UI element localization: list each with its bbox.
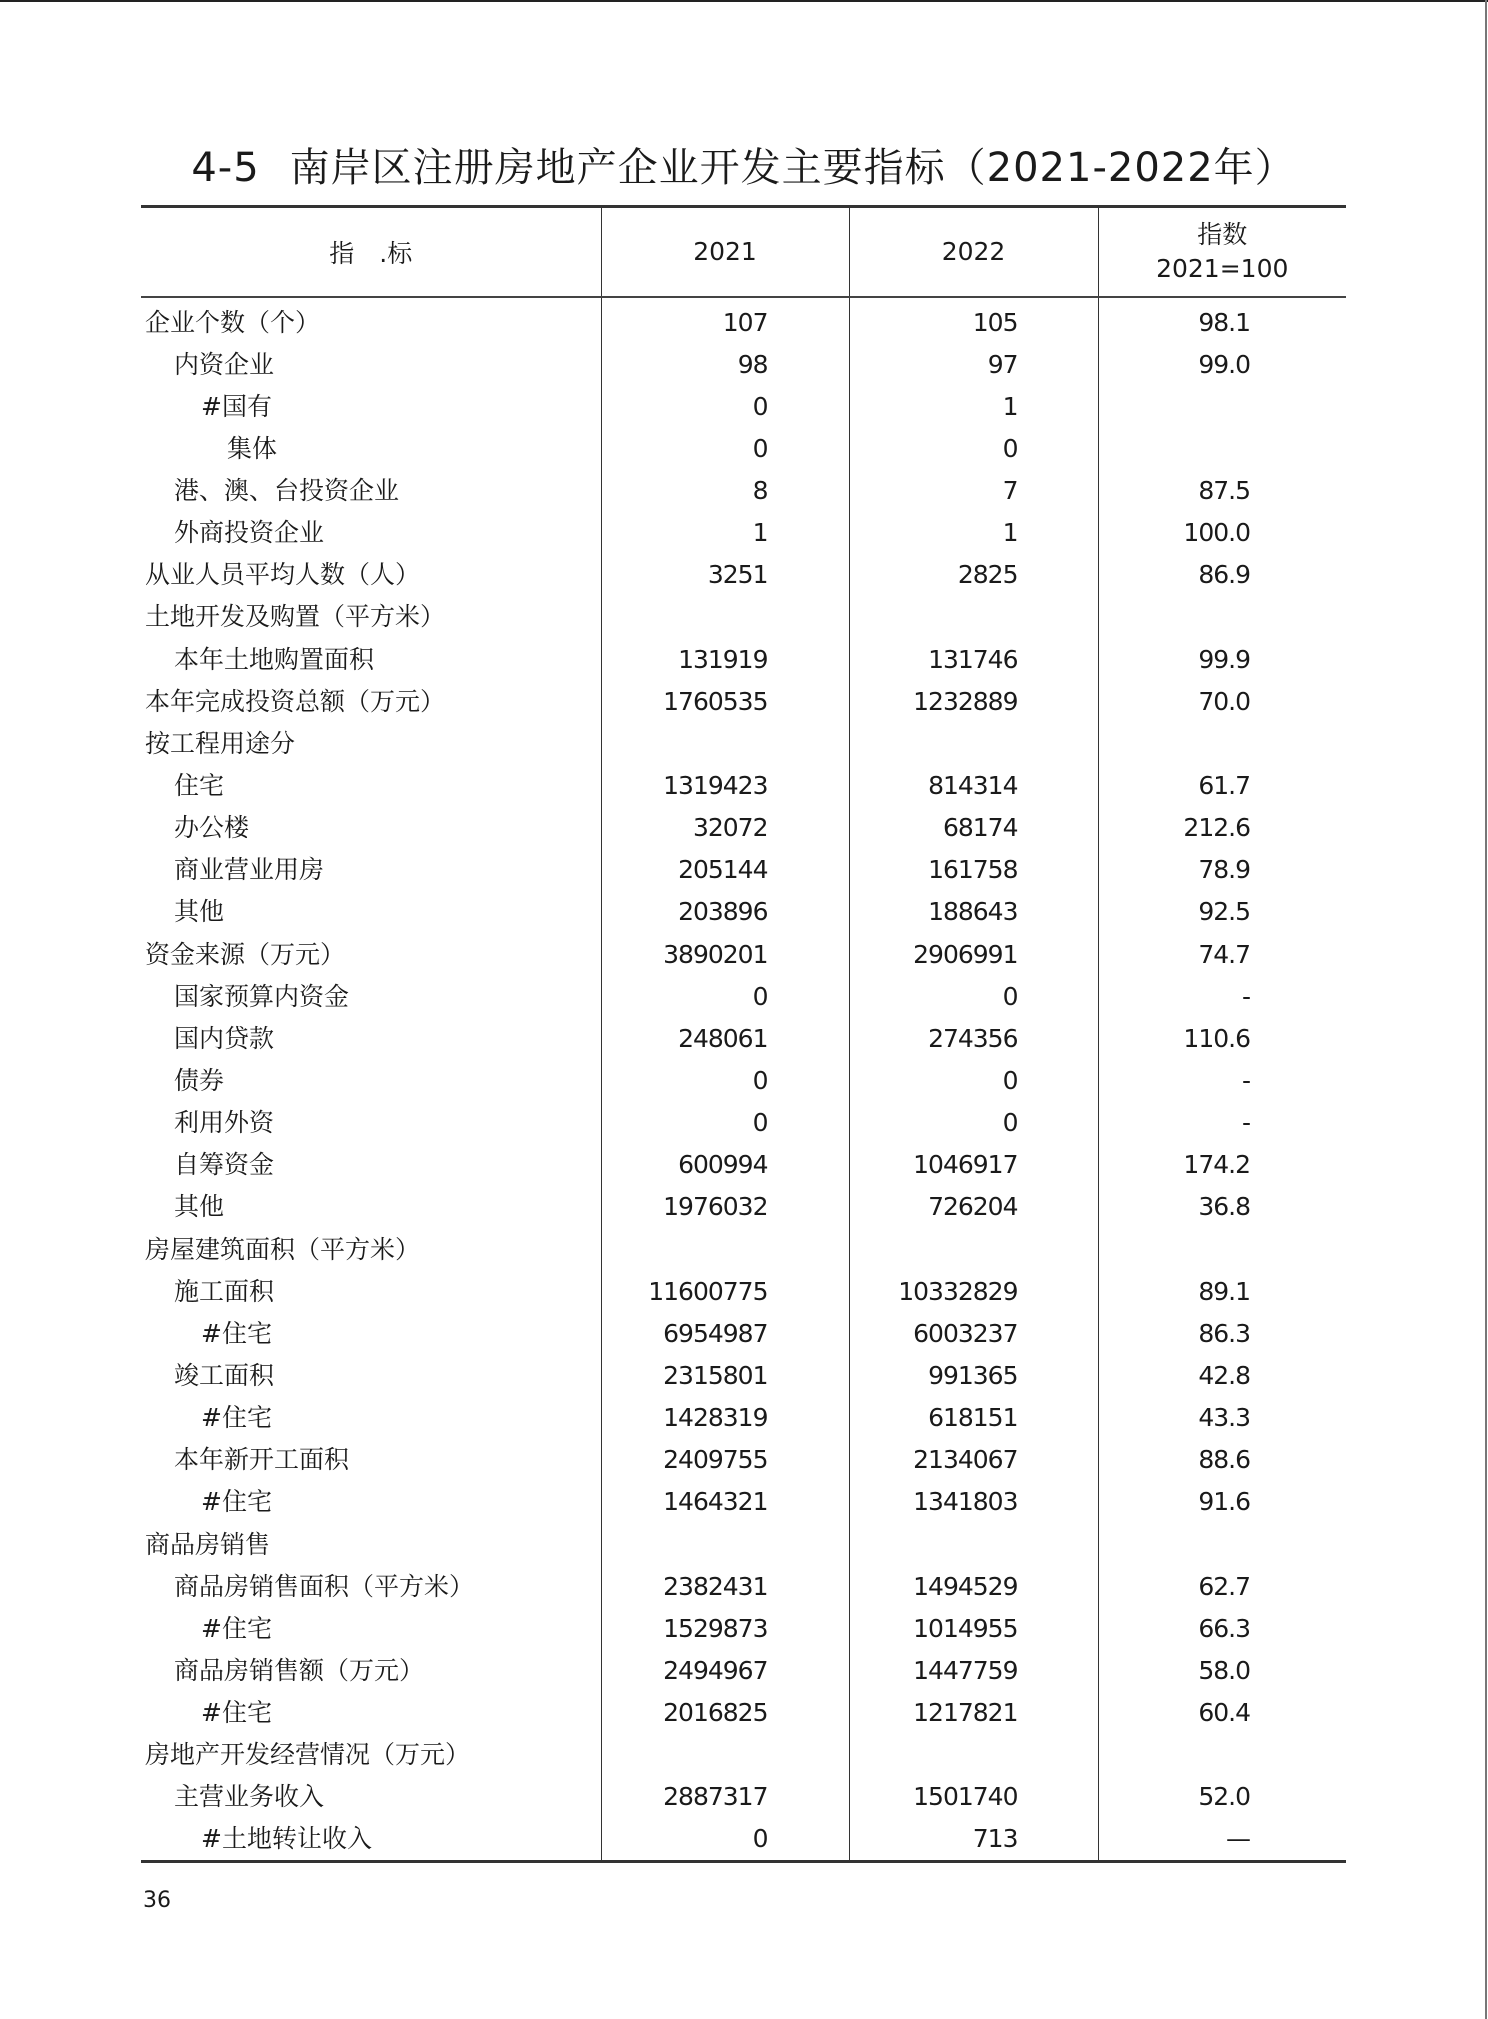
cell-2022 bbox=[849, 1523, 1098, 1565]
cell-2022: 188643 bbox=[849, 891, 1098, 933]
cell-2021: 205144 bbox=[601, 849, 849, 891]
cell-2022: 1501740 bbox=[849, 1776, 1098, 1818]
row-label: #住宅 bbox=[201, 1613, 272, 1643]
row-label: 国内贷款 bbox=[174, 1023, 275, 1053]
cell-index: 70.0 bbox=[1098, 681, 1346, 723]
table-row bbox=[141, 638, 1346, 680]
cell-2021: 248061 bbox=[601, 1018, 849, 1060]
table-row bbox=[141, 1608, 1346, 1650]
cell-2021: 2315801 bbox=[601, 1355, 849, 1397]
row-label: 港、澳、台投资企业 bbox=[174, 475, 400, 505]
cell-2021: 11600775 bbox=[601, 1271, 849, 1313]
cell-index: 78.9 bbox=[1098, 849, 1346, 891]
table-row bbox=[141, 1734, 1346, 1776]
cell-2021: 1464321 bbox=[601, 1481, 849, 1523]
cell-index bbox=[1098, 596, 1346, 638]
table-row bbox=[141, 1776, 1346, 1818]
row-label: #住宅 bbox=[201, 1487, 272, 1517]
row-label: 房地产开发经营情况（万元） bbox=[145, 1740, 471, 1770]
page-right-edge bbox=[1485, 0, 1487, 2019]
row-label: #土地转让收入 bbox=[141, 1818, 601, 1862]
table-row bbox=[141, 933, 1346, 975]
row-label: 其他 bbox=[174, 897, 225, 927]
cell-index: 174.2 bbox=[1098, 1144, 1346, 1186]
cell-index: 98.1 bbox=[1098, 297, 1346, 344]
cell-2021: 1760535 bbox=[601, 681, 849, 723]
cell-2022: 2134067 bbox=[849, 1439, 1098, 1481]
header-2021: 2021 bbox=[601, 207, 849, 297]
row-label: 企业个数（个） bbox=[145, 307, 321, 337]
cell-2021: 6954987 bbox=[601, 1313, 849, 1355]
cell-2021: 0 bbox=[601, 1060, 849, 1102]
cell-index: 89.1 bbox=[1098, 1271, 1346, 1313]
row-label: 本年土地购置面积 bbox=[174, 644, 375, 674]
table-row bbox=[141, 596, 1346, 638]
cell-2021: 1976032 bbox=[601, 1186, 849, 1228]
cell-2022: 991365 bbox=[849, 1355, 1098, 1397]
cell-2022: 1046917 bbox=[849, 1144, 1098, 1186]
table-row bbox=[141, 428, 1346, 470]
cell-2021 bbox=[601, 1228, 849, 1270]
cell-index: 36.8 bbox=[1098, 1186, 1346, 1228]
cell-2021: 2382431 bbox=[601, 1566, 849, 1608]
cell-index: 52.0 bbox=[1098, 1776, 1346, 1818]
table-row bbox=[141, 1018, 1346, 1060]
cell-2021: 2887317 bbox=[601, 1776, 849, 1818]
cell-index bbox=[1098, 428, 1346, 470]
cell-2021 bbox=[601, 596, 849, 638]
cell-index: 86.3 bbox=[1098, 1313, 1346, 1355]
table-row bbox=[141, 1397, 1346, 1439]
cell-index: 43.3 bbox=[1098, 1397, 1346, 1439]
table-row bbox=[141, 891, 1346, 933]
cell-2022: 0 bbox=[849, 1060, 1098, 1102]
table-row bbox=[141, 1818, 1346, 1862]
cell-2022: 1494529 bbox=[849, 1566, 1098, 1608]
table-row bbox=[141, 1186, 1346, 1228]
cell-2021: 600994 bbox=[601, 1144, 849, 1186]
cell-2022: 0 bbox=[849, 976, 1098, 1018]
page-number: 36 bbox=[143, 1888, 171, 1913]
row-label: 本年新开工面积 bbox=[174, 1445, 350, 1475]
cell-index: - bbox=[1098, 1060, 1346, 1102]
cell-2022: 1232889 bbox=[849, 681, 1098, 723]
cell-index: 110.6 bbox=[1098, 1018, 1346, 1060]
cell-2022: 10332829 bbox=[849, 1271, 1098, 1313]
cell-2021: 98 bbox=[601, 344, 849, 386]
row-label: #住宅 bbox=[201, 1318, 272, 1348]
row-label: 商品房销售面积（平方米） bbox=[174, 1571, 475, 1601]
cell-2021: 2016825 bbox=[601, 1692, 849, 1734]
row-label: 本年完成投资总额（万元） bbox=[145, 686, 446, 716]
cell-2021: 1529873 bbox=[601, 1608, 849, 1650]
table-body bbox=[141, 297, 1346, 1862]
row-label: 商品房销售 bbox=[145, 1529, 271, 1559]
row-label: 债券 bbox=[174, 1065, 225, 1095]
row-label: 主营业务收入 bbox=[174, 1782, 325, 1812]
row-label: 按工程用途分 bbox=[145, 728, 296, 758]
table-row bbox=[141, 344, 1346, 386]
cell-index: 91.6 bbox=[1098, 1481, 1346, 1523]
cell-index: 60.4 bbox=[1098, 1692, 1346, 1734]
row-label: #住宅 bbox=[201, 1698, 272, 1728]
cell-2022: 105 bbox=[849, 297, 1098, 344]
cell-2022: 0 bbox=[849, 428, 1098, 470]
cell-2021: 1 bbox=[601, 512, 849, 554]
table-row bbox=[141, 1566, 1346, 1608]
cell-2021: 203896 bbox=[601, 891, 849, 933]
table-row bbox=[141, 1523, 1346, 1565]
cell-index: - bbox=[1098, 1102, 1346, 1144]
row-label: 商业营业用房 bbox=[174, 855, 325, 885]
cell-index: 92.5 bbox=[1098, 891, 1346, 933]
cell-2021: 0 bbox=[601, 386, 849, 428]
cell-index bbox=[1098, 1523, 1346, 1565]
table-row bbox=[141, 976, 1346, 1018]
table-row bbox=[141, 470, 1346, 512]
table-row bbox=[141, 297, 1346, 344]
row-label: 土地开发及购置（平方米） bbox=[145, 602, 446, 632]
table-row bbox=[141, 1102, 1346, 1144]
cell-2022 bbox=[849, 1734, 1098, 1776]
row-label: 办公楼 bbox=[174, 813, 250, 843]
cell-2021: 2409755 bbox=[601, 1439, 849, 1481]
row-label: 其他 bbox=[174, 1192, 225, 1222]
cell-2022: 713 bbox=[849, 1818, 1098, 1862]
cell-index: 74.7 bbox=[1098, 933, 1346, 975]
cell-2022: 274356 bbox=[849, 1018, 1098, 1060]
cell-2021: 107 bbox=[601, 297, 849, 344]
cell-2022: 726204 bbox=[849, 1186, 1098, 1228]
cell-index: 88.6 bbox=[1098, 1439, 1346, 1481]
cell-index bbox=[1098, 1734, 1346, 1776]
table-row bbox=[141, 1144, 1346, 1186]
cell-2022: 2906991 bbox=[849, 933, 1098, 975]
table-row bbox=[141, 1692, 1346, 1734]
row-label: 外商投资企业 bbox=[174, 518, 325, 548]
table-row bbox=[141, 681, 1346, 723]
cell-2022: 131746 bbox=[849, 638, 1098, 680]
cell-2021: 2494967 bbox=[601, 1650, 849, 1692]
cell-2021: 1428319 bbox=[601, 1397, 849, 1439]
cell-index bbox=[1098, 1228, 1346, 1270]
header-index-label: 指数 bbox=[1197, 219, 1248, 249]
table-row bbox=[141, 512, 1346, 554]
cell-2021: 1319423 bbox=[601, 765, 849, 807]
cell-2022: 814314 bbox=[849, 765, 1098, 807]
cell-index: 42.8 bbox=[1098, 1355, 1346, 1397]
cell-2022: 618151 bbox=[849, 1397, 1098, 1439]
row-label: 国家预算内资金 bbox=[174, 981, 350, 1011]
cell-2022: 1341803 bbox=[849, 1481, 1098, 1523]
cell-index: 61.7 bbox=[1098, 765, 1346, 807]
table-row bbox=[141, 554, 1346, 596]
table-row bbox=[141, 1355, 1346, 1397]
cell-index: 99.0 bbox=[1098, 344, 1346, 386]
cell-2021: 0 bbox=[601, 1818, 849, 1862]
cell-2021: 3251 bbox=[601, 554, 849, 596]
statistics-table-container bbox=[141, 205, 1346, 1863]
cell-2022: 68174 bbox=[849, 807, 1098, 849]
cell-index: - bbox=[1098, 976, 1346, 1018]
cell-2021: 8 bbox=[601, 470, 849, 512]
cell-2021 bbox=[601, 723, 849, 765]
table-header-row bbox=[141, 207, 1346, 297]
table-row bbox=[141, 807, 1346, 849]
header-index bbox=[1098, 207, 1346, 297]
cell-2022: 1 bbox=[849, 386, 1098, 428]
table-row bbox=[141, 1481, 1346, 1523]
table-row bbox=[141, 1060, 1346, 1102]
row-label: 住宅 bbox=[174, 770, 225, 800]
cell-index: 86.9 bbox=[1098, 554, 1346, 596]
cell-2022: 1217821 bbox=[849, 1692, 1098, 1734]
row-label: 施工面积 bbox=[174, 1276, 275, 1306]
table-number: 4-5 bbox=[191, 145, 260, 191]
row-label: 从业人员平均人数（人） bbox=[145, 560, 421, 590]
table-row bbox=[141, 386, 1346, 428]
cell-2021: 0 bbox=[601, 1102, 849, 1144]
table-row bbox=[141, 849, 1346, 891]
table-row bbox=[141, 1313, 1346, 1355]
row-label: 商品房销售额（万元） bbox=[174, 1655, 425, 1685]
cell-index: 58.0 bbox=[1098, 1650, 1346, 1692]
cell-index: 100.0 bbox=[1098, 512, 1346, 554]
row-label: 资金来源（万元） bbox=[145, 939, 346, 969]
cell-2022: 1014955 bbox=[849, 1608, 1098, 1650]
row-label: #国有 bbox=[201, 391, 272, 421]
table-row bbox=[141, 1439, 1346, 1481]
cell-2022: 2825 bbox=[849, 554, 1098, 596]
table-row bbox=[141, 765, 1346, 807]
table-row bbox=[141, 1228, 1346, 1270]
cell-2021: 131919 bbox=[601, 638, 849, 680]
row-label: 集体 bbox=[227, 433, 278, 463]
cell-2022: 7 bbox=[849, 470, 1098, 512]
header-index-base: 2021=100 bbox=[1156, 253, 1289, 283]
cell-2021: 0 bbox=[601, 976, 849, 1018]
cell-2022 bbox=[849, 723, 1098, 765]
page-top-edge bbox=[0, 0, 1488, 2]
table-row bbox=[141, 1271, 1346, 1313]
row-label: 利用外资 bbox=[174, 1108, 275, 1138]
cell-2021: 0 bbox=[601, 428, 849, 470]
row-label: 内资企业 bbox=[174, 349, 275, 379]
cell-2022 bbox=[849, 596, 1098, 638]
cell-index: 212.6 bbox=[1098, 807, 1346, 849]
cell-2022: 6003237 bbox=[849, 1313, 1098, 1355]
cell-index bbox=[1098, 723, 1346, 765]
row-label: 竣工面积 bbox=[174, 1360, 275, 1390]
cell-index: 99.9 bbox=[1098, 638, 1346, 680]
cell-2022 bbox=[849, 1228, 1098, 1270]
header-2022: 2022 bbox=[849, 207, 1098, 297]
cell-index: 62.7 bbox=[1098, 1566, 1346, 1608]
cell-2022: 1 bbox=[849, 512, 1098, 554]
table-row bbox=[141, 1650, 1346, 1692]
cell-2021: 32072 bbox=[601, 807, 849, 849]
page-title bbox=[141, 136, 1346, 193]
row-label: 自筹资金 bbox=[174, 1150, 275, 1180]
cell-2022: 1447759 bbox=[849, 1650, 1098, 1692]
cell-2021 bbox=[601, 1523, 849, 1565]
row-label: #住宅 bbox=[201, 1403, 272, 1433]
cell-2022: 0 bbox=[849, 1102, 1098, 1144]
row-label: 房屋建筑面积（平方米） bbox=[145, 1234, 421, 1264]
header-indicator: 指 .标 bbox=[141, 207, 601, 297]
cell-index bbox=[1098, 386, 1346, 428]
cell-index: — bbox=[1098, 1818, 1346, 1862]
cell-2021 bbox=[601, 1734, 849, 1776]
cell-index: 66.3 bbox=[1098, 1608, 1346, 1650]
table-row bbox=[141, 723, 1346, 765]
cell-2021: 3890201 bbox=[601, 933, 849, 975]
cell-2022: 97 bbox=[849, 344, 1098, 386]
cell-index: 87.5 bbox=[1098, 470, 1346, 512]
table-title: 南岸区注册房地产企业开发主要指标（2021-2022年） bbox=[289, 145, 1296, 191]
statistics-table bbox=[141, 205, 1346, 1863]
cell-2022: 161758 bbox=[849, 849, 1098, 891]
